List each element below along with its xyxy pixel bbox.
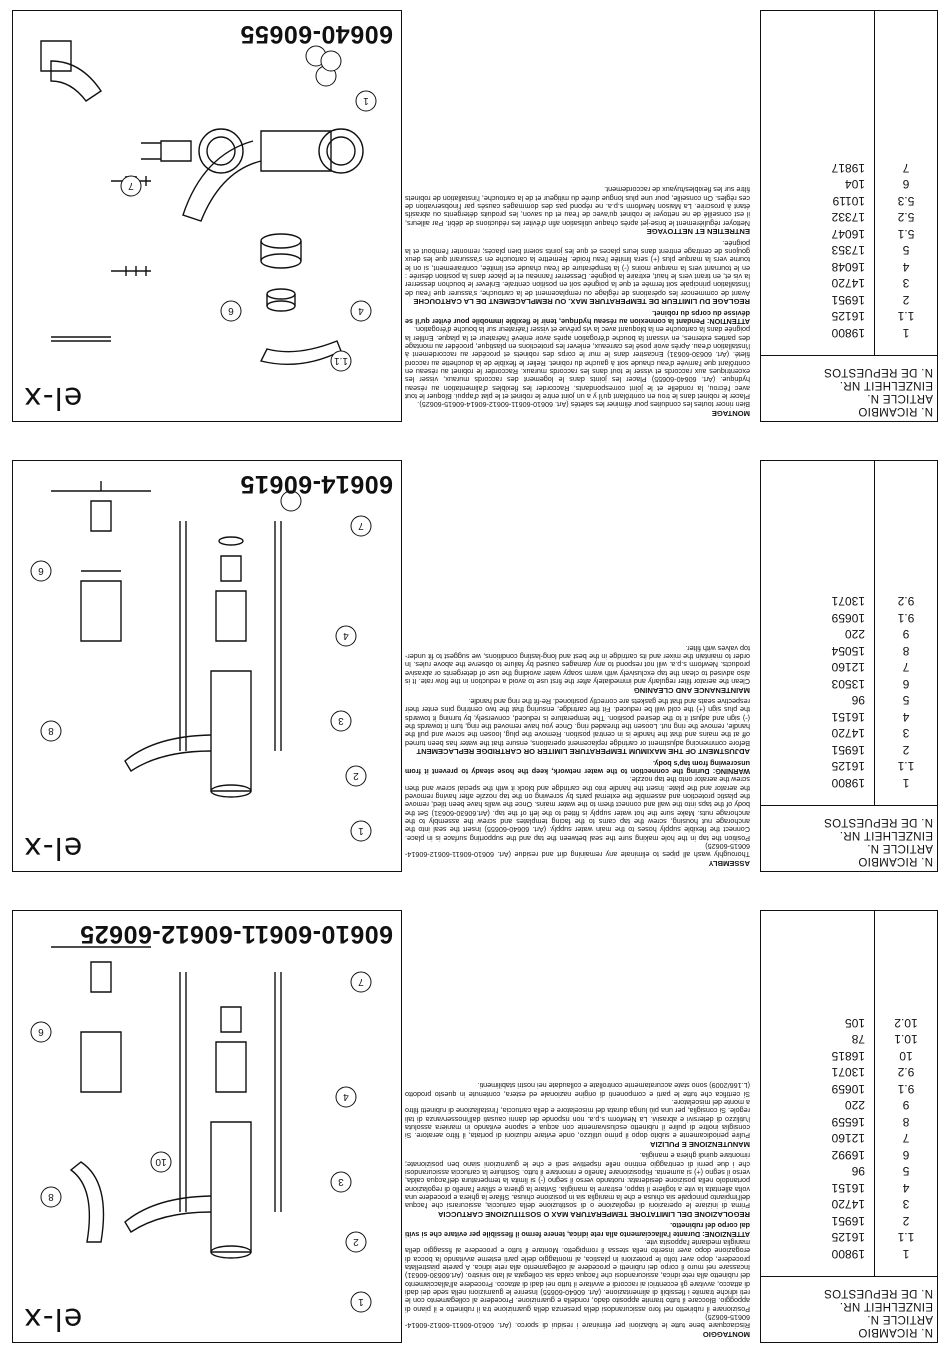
part-position: 8 bbox=[902, 1114, 910, 1129]
exploded-drawing bbox=[12, 10, 402, 422]
header-repuestos: N. DE REPUESTOS bbox=[823, 1287, 933, 1299]
table-row bbox=[761, 1097, 937, 1114]
header-article: ARTICLE N. bbox=[866, 392, 933, 404]
mixer-body-shape bbox=[261, 131, 331, 171]
model-number-title: 60614-60615 bbox=[240, 470, 393, 498]
part-position: 10 bbox=[899, 1048, 913, 1063]
part-position: 9.1 bbox=[897, 1081, 915, 1096]
table-header bbox=[761, 1276, 937, 1342]
part-code: 14720 bbox=[831, 726, 865, 741]
table-row bbox=[761, 193, 937, 210]
table-row bbox=[761, 1015, 937, 1032]
table-row bbox=[761, 1213, 937, 1230]
part-code: 16125 bbox=[831, 1230, 865, 1245]
table-row bbox=[761, 626, 937, 643]
table-row bbox=[761, 242, 937, 259]
part-position: 3 bbox=[902, 1197, 910, 1212]
brand-logo: el-x bbox=[23, 1301, 83, 1336]
instructions-text-en bbox=[405, 458, 750, 870]
section-body: Pulire periodicamente e subito dopo il primo utilizzo, onde evitare riduzioni di portata, il filtro aeratore. Si consiglia inoltre di pulire il rubinetto esclusivamente con acqua e sapone evitando in maniera assoluta l'utilizzo di detersivi e abrasivi. La Newform s.p.a. non risponde dei danni causati dall'inosservanza di tali regole. Si consiglia, per una più lunga durata del miscelatore e della cartuccia, l'installazione di rubinetti filtro a monte del miscelatore. bbox=[405, 1097, 750, 1141]
table-row bbox=[761, 259, 937, 276]
table-row bbox=[761, 1081, 937, 1098]
svg-text:2: 2 bbox=[353, 1236, 359, 1247]
part-position: 3 bbox=[902, 276, 910, 291]
part-code: 10659 bbox=[831, 610, 865, 625]
svg-text:7: 7 bbox=[358, 520, 364, 531]
part-code: 16151 bbox=[831, 709, 865, 724]
part-code: 16951 bbox=[831, 742, 865, 757]
table-row bbox=[761, 1147, 937, 1164]
section-heading: REGLAGE DU LIMITEUR DE TEMPERATURE MAX. OU REMPLACEMENT DE LA CARTOUCHE bbox=[413, 297, 750, 307]
section-heading: REGOLAZIONE DEL LIMITATORE TEMPERATURA MAX O SOSTITUZIONE CARTUCCIA bbox=[437, 1209, 750, 1219]
table-row bbox=[761, 1180, 937, 1197]
part-code: 19800 bbox=[831, 1246, 865, 1261]
part-code: 104 bbox=[844, 177, 865, 192]
table-row bbox=[761, 643, 937, 660]
table-row bbox=[761, 1130, 937, 1147]
panel-60610-60625 bbox=[0, 900, 950, 1353]
svg-text:3: 3 bbox=[338, 1176, 344, 1187]
exploded-view-svg bbox=[11, 9, 401, 421]
part-code: 96 bbox=[851, 693, 865, 708]
section-body: Risciacquare bene tutte le tubazioni per eliminare i residui di sporco. (Art. 60610-60611-60612-60614-60615-60625) bbox=[405, 1313, 750, 1331]
spare-parts-table bbox=[760, 460, 938, 872]
part-code: 16992 bbox=[831, 1147, 865, 1162]
spare-parts-table bbox=[760, 10, 938, 422]
section-heading: MONTAGE bbox=[711, 409, 750, 418]
table-row bbox=[761, 1031, 937, 1048]
section-body: Position the tap in the hole making sure the seal between the tap and the supporting surface is in place. Connect the flexible supply hoses to the main water supply. (Art. 60640-60655) Insert the seal into the anchorage nut housing, screw the tap cams to the facing templates and screw the assembly to the anchorage nuts. Make sure the hot water supply is fitted to the left of the tap. (Art.60630-60631) Set the body of the taps into the wall and connect them to the water mains. Once the walls have been tiled, remove the plastic protection and assemble the external parts by screwing on the tap nozzle after having removed the aerator and the plate. Insert the handle into the cartridge and block it with the special screw and then screw the aerator onto the tap nozzle. bbox=[405, 775, 750, 843]
table-row bbox=[761, 659, 937, 676]
part-position: 5 bbox=[902, 1164, 910, 1179]
section-body: Bien rincer toutes les conduites pour éliminer les saletés (Art. 60610-60611-60612-60614-60615-60625). bbox=[417, 400, 750, 410]
part-position: 4 bbox=[902, 1180, 910, 1195]
part-position: 7 bbox=[902, 1131, 910, 1146]
table-row bbox=[761, 742, 937, 759]
svg-text:3: 3 bbox=[338, 715, 344, 726]
table-row bbox=[761, 709, 937, 726]
svg-text:8: 8 bbox=[48, 1191, 54, 1202]
part-code: 13503 bbox=[831, 676, 865, 691]
section-body: Avant de commencer les opérations de réglage ou remplacement de la cartouche, s'assurer que l'eau de l'installation principale soit fermée et que la poignée soit en position centrale. Enlever le bouchon desserrer la vis et, en tirant vers le haut, extraire la poignée. Desserrer l'anneau et le placer dans la position désirée : en le tournant vers la marque moins (-) la température de l'eau chaude est limitée, contrairement, si on le tourne vers la marque plus (+) sera limitée l'eau froide. Remettre la cartouche en s'assurant que les deux goujons de centrage entrent dans leurs places et que les joints soient bien placés; remonter l'embout et la poignée. bbox=[405, 238, 750, 298]
table-row bbox=[761, 209, 937, 226]
part-position: 2 bbox=[902, 1213, 910, 1228]
header-ricambio: N. RICAMBIO bbox=[858, 855, 933, 867]
svg-text:4: 4 bbox=[343, 630, 349, 641]
svg-text:1: 1 bbox=[363, 95, 369, 106]
header-repuestos: N. DE REPUESTOS bbox=[823, 816, 933, 828]
section-body: Clean the aerator filter regularly and immediately after the first use to avoid a reduction in the flow rate. It is also advised to clean the tap exclusively with warm soapy water avoiding the use of detergents or abrasive products. Newform s.p.a. will not respond to any damages caused by failure to observe the above rules. In order to maintain the mixer and its cartridge in the best and long-lasting conditions, we suggest to fit under-top valves with filter. bbox=[405, 643, 750, 687]
part-position: 1 bbox=[902, 325, 910, 340]
header-article: ARTICLE N. bbox=[866, 1313, 933, 1325]
part-code: 16815 bbox=[831, 1048, 865, 1063]
svg-text:4: 4 bbox=[358, 305, 364, 316]
part-position: 3 bbox=[902, 726, 910, 741]
part-code: 16048 bbox=[831, 259, 865, 274]
warning-text: WARNING: During the connection to the water network, keep the hose steady to prevent it from unscrewing from tap's body. bbox=[405, 758, 750, 776]
section-heading: MAINTENANCE AND CLEANING bbox=[633, 685, 750, 695]
header-einzelheit: EINZELHEIT NR. bbox=[839, 829, 933, 841]
part-position: 5.3 bbox=[897, 193, 915, 208]
part-code: 10659 bbox=[831, 1081, 865, 1096]
table-row bbox=[761, 325, 937, 342]
instructions-text-it bbox=[405, 908, 750, 1341]
section-body: Nettoyer régulièrement le brise-jet après chaque utilisation afin d'éviter les réductions de débit. Par ailleurs, il est conseillé de ne nettoyer le robinet qu'avec de l'eau et du savon, les produits détergents ou abrasifs étant à proscrire. La Maison Newform s.p.a. ne répond pas des dommages causés par l'inobservation de ces règles. On conseille, pour une plus longue durée du mitigeur et de la cartouche, l'installation de robinets filtre sur les flexibles/tuyaux de raccordement. bbox=[405, 185, 750, 228]
spout-shape bbox=[183, 141, 261, 221]
svg-text:7: 7 bbox=[358, 976, 364, 987]
exploded-drawing bbox=[12, 910, 402, 1343]
part-code: 13071 bbox=[831, 594, 865, 609]
part-code: 17332 bbox=[831, 210, 865, 225]
table-row bbox=[761, 292, 937, 309]
exploded-view-svg bbox=[11, 459, 401, 871]
panel-60640-60655 bbox=[0, 0, 950, 432]
header-repuestos: N. DE REPUESTOS bbox=[823, 366, 933, 378]
part-position: 9 bbox=[902, 1098, 910, 1113]
part-position: 2 bbox=[902, 742, 910, 757]
part-code: 19800 bbox=[831, 775, 865, 790]
table-row bbox=[761, 1196, 937, 1213]
section-body: Posizionare il rubinetto nel foro assicurandosi della presenza della guarnizione tra il rubinetto e il piano di appoggio. Bloccare il tutto tramite apposito dado, rondella e guarnizione. Procedere al collegamento con le reti idriche tramite i flessibili di alimentazione. (Art. 60640-60655) Inserire le guarnizioni nella sede dei dadi di attacco, avvitare gli eccentrici ai raccordi e avvitare il tutto nei dadi di attacco. Procedere all'allacciamento del rubinetto alla rete idrica, assicurandosi che l'acqua calda sia collegata al lato sinistro. (Art.60630-60631) Incassare nel muro il corpo dei rubinetti e procedere al collegamento alla rete idrica. A parete piastrellata procedere, dopo aver tolto le protezioni in plastica, al montaggio delle parti esterne avvitando la bocca di erogazione dopo aver inserito nella stessa il rompigetto. Montare il tutto e procedere al fissaggio della maniglia mediante l'apposita vite. bbox=[405, 1237, 750, 1314]
spare-parts-table bbox=[760, 910, 938, 1343]
part-code: 19800 bbox=[831, 325, 865, 340]
instructions-text-fr bbox=[405, 8, 750, 420]
section-heading: MANUTENZIONE E PULIZIA bbox=[650, 1139, 750, 1149]
part-position: 8 bbox=[902, 643, 910, 658]
brand-logo: el-x bbox=[23, 830, 83, 865]
part-position: 9 bbox=[902, 627, 910, 642]
svg-text:10: 10 bbox=[155, 1156, 167, 1167]
part-code: 19817 bbox=[831, 160, 865, 175]
svg-text:2: 2 bbox=[353, 770, 359, 781]
part-position: 4 bbox=[902, 259, 910, 274]
part-position: 9.2 bbox=[897, 1065, 915, 1080]
part-code: 14720 bbox=[831, 276, 865, 291]
table-row bbox=[761, 593, 937, 610]
table-row bbox=[761, 160, 937, 177]
section-body: Thoroughly wash all pipes to eliminate any remaining dirt and residue (Art. 60610-60611-60612-60614-60615-60625) bbox=[405, 842, 750, 860]
svg-text:6: 6 bbox=[228, 305, 234, 316]
part-position: 7 bbox=[902, 160, 910, 175]
header-article: ARTICLE N. bbox=[866, 842, 933, 854]
part-code: 220 bbox=[844, 1098, 865, 1113]
wall-flange-shape bbox=[319, 129, 363, 173]
section-body: Prima di iniziare le operazioni di regolazione o di sostituzione della cartuccia, assicurarsi che l'acqua dell'impianto principale sia chiusa e che la maniglia sia in posizione chiusa. Sfilare la ghiera e procedere una volta allentata la vite a togliere il tappo, estrarre la maniglia. Svitare la ghiera e sfilare l'anello di regolazione portandolo nella posizione desiderata: ruotando verso il segno (-) si limita la temperatura dell'acqua calda, verso il segno (+) si aumenta. Riposizionare l'anello e rimontare il tutto. Sostituire la cartuccia assicurandosi che i due perni di centraggio entrino nelle rispettive sedi e che le guarnizioni siano ben posizionate; rimontare quindi ghiera e maniglia. bbox=[405, 1151, 750, 1211]
part-code: 78 bbox=[851, 1032, 865, 1047]
panel-60614-60615 bbox=[0, 450, 950, 882]
table-row bbox=[761, 1229, 937, 1246]
part-position: 5 bbox=[902, 693, 910, 708]
part-position: 6 bbox=[902, 676, 910, 691]
part-code: 16047 bbox=[831, 226, 865, 241]
section-heading: ADJUSTMENT OF THE MAXIMUM TEMPERATURE LIMITER OR CARTRIDGE REPLACEMENT bbox=[416, 747, 750, 757]
part-position: 9.1 bbox=[897, 610, 915, 625]
table-row bbox=[761, 1163, 937, 1180]
svg-text:1: 1 bbox=[358, 825, 364, 836]
table-row bbox=[761, 758, 937, 775]
header-ricambio: N. RICAMBIO bbox=[858, 405, 933, 417]
part-position: 1.1 bbox=[897, 1230, 915, 1245]
part-code: 16125 bbox=[831, 759, 865, 774]
section-body: Si certifica che tutte le parti e componenti di origine nazionale ed estera, contenute in questo prodotto (L.166/2009) sono state accuratamente controllate e collaudate nei nostri stabilimenti. bbox=[405, 1081, 750, 1099]
part-code: 16559 bbox=[831, 1114, 865, 1129]
part-code: 15054 bbox=[831, 643, 865, 658]
header-einzelheit: EINZELHEIT NR. bbox=[839, 379, 933, 391]
part-code: 13071 bbox=[831, 1065, 865, 1080]
part-code: 16951 bbox=[831, 292, 865, 307]
section-body: Before commencing adjustment or cartridge replacement operations, ensure that the water has been turned off at the mains and that the handle is in central position. Remove the plug, loosen the screw and pull the handle, remove the ring nut. Loosen the threaded ring. Once you have removed the ring, turn it towards the (-) sign and adjust it to the desired position. The temperature is reduced, conversely, by turning it towards the plus sign (+) the cold will be reduced. Fit the cartridge, ensuring that the two centring pins enter their respective seats and that the gaskets are correctly positioned. Re-fit the ring and handle. bbox=[405, 696, 750, 748]
part-position: 5.1 bbox=[897, 226, 915, 241]
table-row bbox=[761, 1064, 937, 1081]
exploded-view-svg bbox=[11, 910, 401, 1342]
part-position: 5 bbox=[902, 243, 910, 258]
section-heading: MONTAGGIO bbox=[702, 1330, 750, 1339]
part-code: 12160 bbox=[831, 1131, 865, 1146]
svg-text:6: 6 bbox=[38, 565, 44, 576]
model-number-title: 60640-60655 bbox=[240, 20, 393, 48]
table-row bbox=[761, 226, 937, 243]
svg-text:4: 4 bbox=[343, 1091, 349, 1102]
part-position: 1.1 bbox=[897, 759, 915, 774]
svg-text:1.1: 1.1 bbox=[334, 355, 348, 366]
part-code: 10119 bbox=[832, 193, 865, 208]
table-row bbox=[761, 775, 937, 792]
part-position: 4 bbox=[902, 709, 910, 724]
svg-text:6: 6 bbox=[38, 1026, 44, 1037]
part-code: 16951 bbox=[831, 1213, 865, 1228]
part-code: 105 bbox=[844, 1015, 865, 1030]
part-position: 1.1 bbox=[897, 309, 915, 324]
brand-logo: el-x bbox=[23, 380, 83, 415]
part-position: 10.1 bbox=[894, 1032, 918, 1047]
part-code: 16151 bbox=[831, 1180, 865, 1195]
part-position: 7 bbox=[902, 660, 910, 675]
part-position: 6 bbox=[902, 177, 910, 192]
table-rows bbox=[761, 160, 937, 342]
model-number-title: 60610-60611-60612-60625 bbox=[79, 920, 393, 948]
part-code: 220 bbox=[844, 627, 865, 642]
section-heading: ASSEMBLY bbox=[708, 859, 750, 868]
part-position: 5.2 bbox=[897, 210, 915, 225]
table-row bbox=[761, 1048, 937, 1065]
warning-text: ATTENZIONE: Durante l'allacciamento alla rete idrica, tenere fermo il flessibile per evitare che si sviti dal corpo del rubinetto. bbox=[405, 1221, 750, 1239]
part-position: 6 bbox=[902, 1147, 910, 1162]
table-row bbox=[761, 610, 937, 627]
part-position: 10.2 bbox=[894, 1015, 918, 1030]
table-header bbox=[761, 355, 937, 421]
part-position: 1 bbox=[902, 775, 910, 790]
table-row bbox=[761, 176, 937, 193]
svg-text:7: 7 bbox=[128, 180, 134, 191]
table-row bbox=[761, 275, 937, 292]
table-row bbox=[761, 692, 937, 709]
part-position: 1 bbox=[902, 1246, 910, 1261]
part-code: 96 bbox=[851, 1164, 865, 1179]
table-header bbox=[761, 805, 937, 871]
part-code: 17353 bbox=[831, 243, 865, 258]
header-ricambio: N. RICAMBIO bbox=[858, 1326, 933, 1338]
section-heading: ENTRETIEN ET NETTOYAGE bbox=[646, 227, 750, 237]
section-body: Placer le robinet dans le trou en contrôlant qu'il y a un joint entre le robinet et le plat d'appui. Bloquer le tout avec l'écrou, la rondelle et le joint correspondants. Raccorder les flexibles d'alimentation au réseau hydrique. (Art. 60640-60655) Placer les joints dans le logement des raccords muraux, visser les excentriques aux raccords et visser le tout dans les raccords muraux. Raccorder le robinet au réseau en contrôlant que l'arrivée d'eau chaude soit à gauche du robinet. Relier le flexible de la douchette au raccord fileté. (Art. 60630-60631) Encastrer dans le mur le corps des robinets et procéder au raccordement à l'installation d'eau. Après avoir posé les carreaux, enlever les protections en plastique, procéder au montage des parties externes, en vissant la bouche d'érogation après avoir enlevé l'aérateur et la plaque. Enfiler la poignée dans la cartouche en la bloquant avec la vis prévue et visser l'aérateur sur la bouche d'érogation. bbox=[405, 325, 750, 402]
part-code: 12160 bbox=[831, 660, 865, 675]
table-row bbox=[761, 1114, 937, 1131]
table-row bbox=[761, 1246, 937, 1263]
warning-text: ATTENTION: Pendant la connexion au réseau hydrique, tenir le flexible immobile pour éviter qu'il se dévisse du corps du robinet. bbox=[405, 308, 750, 326]
part-position: 2 bbox=[902, 292, 910, 307]
header-einzelheit: EINZELHEIT NR. bbox=[839, 1300, 933, 1312]
table-row bbox=[761, 308, 937, 325]
part-position: 9.2 bbox=[897, 594, 915, 609]
svg-text:8: 8 bbox=[48, 725, 54, 736]
table-rows bbox=[761, 1015, 937, 1263]
part-code: 14720 bbox=[831, 1197, 865, 1212]
table-row bbox=[761, 725, 937, 742]
part-code: 16125 bbox=[831, 309, 865, 324]
exploded-drawing bbox=[12, 460, 402, 872]
svg-text:1: 1 bbox=[358, 1296, 364, 1307]
table-row bbox=[761, 676, 937, 693]
table-rows bbox=[761, 593, 937, 791]
